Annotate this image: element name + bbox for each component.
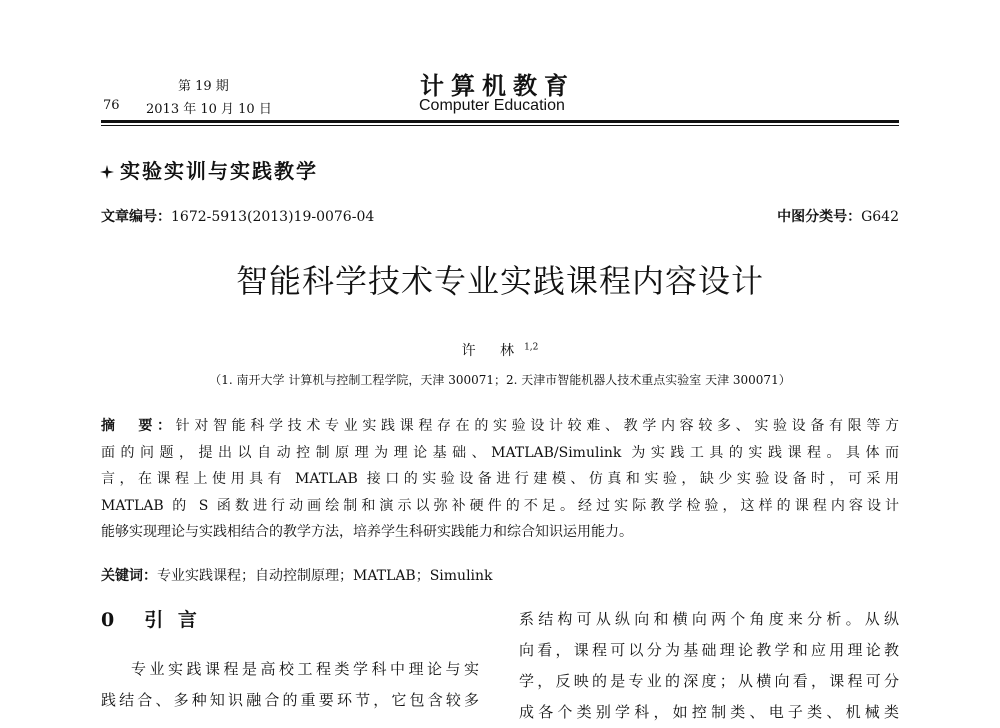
journal-title-cn: 计算机教育 bbox=[420, 72, 575, 100]
author bbox=[0, 340, 1000, 360]
intro-heading-text: 引 言 bbox=[144, 609, 201, 631]
abstract-line: 言，在课程上使用具有 MATLAB 接口的实验设备进行建模、仿真和实验，缺少实验设备时，可采用 bbox=[101, 471, 899, 487]
clc-label: 中图分类号： bbox=[777, 209, 862, 225]
keywords-text: 专业实践课程；自动控制原理；MATLAB；Simulink bbox=[157, 568, 493, 584]
issue-number: 第 19 期 bbox=[178, 79, 229, 94]
body-line: 向看，课程可以分为基础理论教学和应用理论教 bbox=[519, 641, 899, 659]
section-label: 实验实训与实践教学 bbox=[120, 159, 318, 183]
publication-date: 2013 年 10 月 10 日 bbox=[146, 102, 272, 117]
article-id-value: 1672-5913(2013)19-0076-04 bbox=[171, 209, 375, 225]
affiliation: （1. 南开大学 计算机与控制工程学院，天津 300071；2. 天津市智能机器人技术重点实验室 天津 300071） bbox=[209, 373, 791, 387]
abstract-line: MATLAB 的 S 函数进行动画绘制和演示以弥补硬件的不足。经过实际教学检验，这样的课程内容设计 bbox=[101, 497, 899, 514]
keywords-label: 关键词： bbox=[101, 568, 157, 584]
clc-number bbox=[777, 206, 899, 226]
article-id bbox=[101, 206, 374, 226]
abstract-line: 摘 要：针对智能科学技术专业实践课程存在的实验设计较难、教学内容较多、实验设备有限等方 bbox=[101, 418, 900, 434]
clc-value: G642 bbox=[861, 209, 899, 225]
journal-title-en: Computer Education bbox=[419, 97, 565, 114]
article-id-label: 文章编号： bbox=[101, 209, 171, 225]
page-number: 76 bbox=[103, 98, 120, 113]
body-line: 系结构可从纵向和横向两个角度来分析。从纵 bbox=[519, 610, 899, 628]
abstract-label: 摘 要： bbox=[101, 418, 176, 434]
body-line: 专业实践课程是高校工程类学科中理论与实 bbox=[131, 660, 479, 678]
author-name: 许 林 bbox=[461, 343, 525, 359]
body-line: 学，反映的是专业的深度；从横向看，课程可分 bbox=[519, 672, 899, 690]
body-column-left bbox=[101, 654, 479, 716]
header-rule-thick bbox=[101, 120, 899, 123]
abstract bbox=[101, 413, 899, 546]
abstract-line: 面的问题，提出以自动控制原理为理论基础、MATLAB/Simulink 为实践工具的实践课程。具体而 bbox=[101, 444, 899, 461]
body-line: 践结合、多种知识融合的重要环节，它包含较多 bbox=[101, 691, 479, 709]
intro-heading bbox=[101, 605, 201, 632]
section-heading bbox=[100, 155, 318, 184]
body-column-right bbox=[519, 604, 899, 728]
header-rule-thin bbox=[101, 125, 899, 126]
article-title: 智能科学技术专业实践课程内容设计 bbox=[235, 262, 764, 300]
keywords bbox=[101, 565, 493, 585]
intro-heading-number: 0 bbox=[101, 609, 119, 631]
body-line: 成各个类别学科，如控制类、电子类、机械类 bbox=[519, 703, 899, 721]
abstract-line: 能够实现理论与实践相结合的教学方法，培养学生科研实践能力和综合知识运用能力。 bbox=[101, 524, 633, 540]
star-icon bbox=[100, 165, 114, 179]
author-affil-mark: 1,2 bbox=[524, 342, 539, 353]
